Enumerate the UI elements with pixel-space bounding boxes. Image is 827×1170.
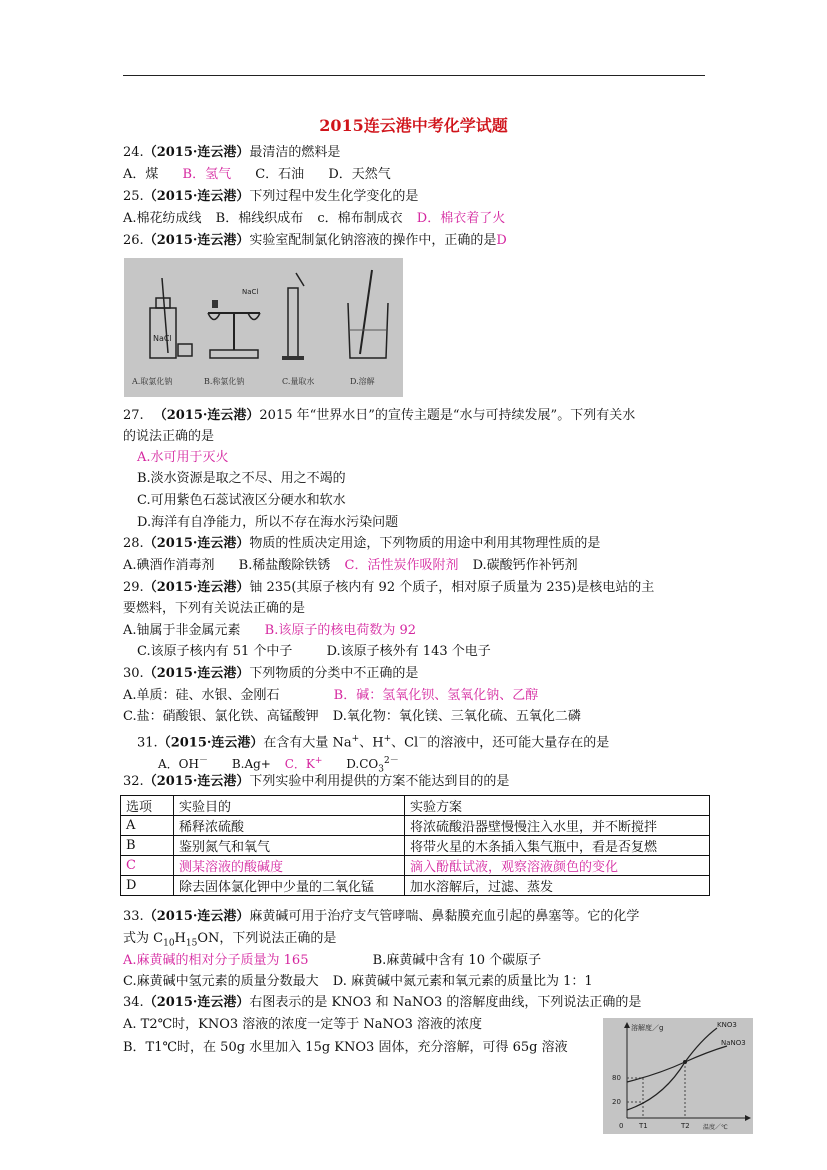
- kno3-legend: KNO3: [717, 1021, 737, 1029]
- row-b-purpose: 鉴别氮气和氧气: [174, 836, 405, 856]
- row-b-option: B: [121, 836, 174, 856]
- q26-figure: [124, 258, 403, 397]
- solubility-curve-svg: [603, 1018, 753, 1134]
- header-option: 选项: [121, 796, 174, 816]
- q33-options-2: C.麻黄碱中氢元素的质量分数最大 D. 麻黄碱中氮元素和氧元素的质量比为 1：1: [123, 974, 593, 989]
- row-d-purpose: 除去固体氯化钾中少量的二氧化锰: [174, 876, 405, 896]
- row-a-purpose: 稀释浓硫酸: [174, 816, 405, 836]
- x-axis-label: 温度／℃: [703, 1124, 728, 1131]
- table-row: [121, 836, 710, 856]
- q24-options: A．煤 B．氢气 C．石油 D．天然气: [123, 167, 391, 182]
- header-plan: 实验方案: [405, 796, 710, 816]
- q28-options: A.碘酒作消毒剂 B.稀盐酸除铁锈 C．活性炭作吸附剂 D.碳酸钙作补钙剂: [123, 558, 578, 573]
- q27-option-b: B.淡水资源是取之不尽、用之不竭的: [137, 471, 346, 486]
- q27-stem-2: 的说法正确的是: [123, 429, 215, 444]
- q34-stem: 34.（2015·连云港）右图表示的是 KNO3 和 NaNO3 的溶解度曲线，下列说法正确的是: [123, 995, 642, 1010]
- fig-label-d: D.溶解: [350, 377, 375, 386]
- table-row: [121, 876, 710, 896]
- table-header-row: [121, 796, 710, 816]
- table-row-answer: [121, 856, 710, 876]
- fig-label-c: C.量取水: [282, 377, 315, 386]
- row-b-plan: 将带火星的木条插入集气瓶中，看是否复燃: [405, 836, 710, 856]
- fig-label-b: B.称氯化钠: [204, 377, 245, 386]
- q33-answer: A.麻黄碱的相对分子质量为 165: [123, 953, 309, 968]
- nano3-legend: NaNO3: [721, 1039, 746, 1047]
- q24-answer: B．氢气: [182, 167, 232, 182]
- q28-stem: 28.（2015·连云港）物质的性质决定用途，下列物质的用途中利用其物理性质的是: [123, 536, 601, 551]
- row-c-purpose: 测某溶液的酸碱度: [174, 856, 405, 876]
- q31-answer: C．K+: [284, 756, 323, 771]
- header-purpose: 实验目的: [174, 796, 405, 816]
- q31-stem: 31.（2015·连云港）在含有大量 Na+、H+、Cl－的溶液中，还可能大量存在的是: [137, 734, 610, 751]
- q29-stem-2: 要燃料，下列有关说法正确的是: [123, 601, 306, 616]
- q27-answer: A.水可用于灭火: [137, 450, 229, 465]
- q27-option-c: C.可用紫色石蕊试液区分硬水和软水: [137, 493, 346, 508]
- y-axis-label: 溶解度／g: [631, 1024, 664, 1032]
- row-c-option: C: [121, 856, 174, 876]
- q25-answer: D．棉衣着了火: [416, 211, 506, 226]
- solubility-graph: [603, 1018, 753, 1134]
- x-tick-t2: T2: [681, 1122, 690, 1130]
- q33-stem-2: 式为 $C_{10}H_{15}ON$，下列说法正确的是: [123, 931, 337, 949]
- q29-answer: B.该原子的核电荷数为 92: [264, 623, 417, 638]
- q24-stem: 24.（2015·连云港）最清洁的燃料是: [123, 145, 341, 160]
- lab-operations-illustration: [124, 258, 403, 397]
- y-tick-80: 80: [612, 1074, 621, 1082]
- q33-options-1: A.麻黄碱的相对分子质量为 165 B.麻黄碱中含有 10 个碳原子: [123, 953, 542, 968]
- q30-stem: 30.（2015·连云港）下列物质的分类中不正确的是: [123, 666, 419, 681]
- q34-option-b: B．T1℃时，在 50g 水里加入 15g KNO3 固体，充分溶解，可得 65g 溶液: [123, 1040, 568, 1055]
- row-c-plan: 滴入酚酞试液，观察溶液颜色的变化: [405, 856, 710, 876]
- origin-label: 0: [619, 1122, 624, 1130]
- q29-options-2: C.该原子核内有 51 个中子 D.该原子核外有 143 个电子: [137, 644, 491, 659]
- y-tick-20: 20: [612, 1098, 621, 1106]
- x-tick-t1: T1: [639, 1122, 648, 1130]
- q28-answer: C．活性炭作吸附剂: [344, 558, 459, 573]
- page-title: 2015连云港中考化学试题: [319, 116, 508, 135]
- row-d-plan: 加水溶解后，过滤、蒸发: [405, 876, 710, 896]
- q32-table: [120, 795, 710, 896]
- q30-answer: B．碱：氢氧化钡、氢氧化钠、乙醇: [333, 688, 539, 703]
- q33-stem-1: 33.（2015·连云港）麻黄碱可用于治疗支气管哮喘、鼻黏膜充血引起的鼻塞等。它的化学: [123, 909, 640, 924]
- table-row: [121, 816, 710, 836]
- fig-label-a: A.取氯化钠: [132, 377, 173, 386]
- row-d-option: D: [121, 876, 174, 896]
- q30-options-1: A.单质：硅、水银、金刚石 B．碱：氢氧化钡、氢氧化钠、乙醇: [123, 688, 539, 703]
- q32-stem: 32.（2015·连云港）下列实验中利用提供的方案不能达到目的的是: [123, 774, 510, 789]
- q25-options: A.棉花纺成线 B．棉线织成布 c．棉布制成衣 D．棉衣着了火: [123, 211, 506, 226]
- balance-label: NaCl: [242, 288, 259, 296]
- q29-options-1: A.铀属于非金属元素 B.该原子的核电荷数为 92: [123, 623, 417, 638]
- row-a-option: A: [121, 816, 174, 836]
- bottle-label: NaCl: [153, 334, 172, 343]
- q29-stem-1: 29.（2015·连云港）铀 235(其原子核内有 92 个质子，相对原子质量为 235)是核电站的主: [123, 580, 655, 595]
- top-rule: [123, 75, 705, 76]
- q27-stem-1: 27. （2015·连云港）2015 年“世界水日”的宣传主题是“水与可持续发展”。下列有关水: [123, 408, 636, 423]
- q25-stem: 25.（2015·连云港）下列过程中发生化学变化的是: [123, 189, 419, 204]
- q26-stem: 26.（2015·连云港）实验室配制氯化钠溶液的操作中，正确的是D: [123, 233, 507, 248]
- q34-option-a: A. T2℃时，KNO3 溶液的浓度一定等于 NaNO3 溶液的浓度: [123, 1017, 482, 1032]
- q31-options: A．OH－ B.Ag+ C．K+ $D.CO_3^{2-}$: [158, 756, 399, 775]
- row-a-plan: 将浓硫酸沿器壁慢慢注入水里，并不断搅拌: [405, 816, 710, 836]
- q27-option-d: D.海洋有自净能力，所以不存在海水污染问题: [137, 515, 399, 530]
- q26-answer: D: [496, 233, 507, 248]
- q30-options-2: C.盐：硝酸银、氯化铁、高锰酸钾 D.氧化物：氧化镁、三氧化硫、五氧化二磷: [123, 709, 581, 724]
